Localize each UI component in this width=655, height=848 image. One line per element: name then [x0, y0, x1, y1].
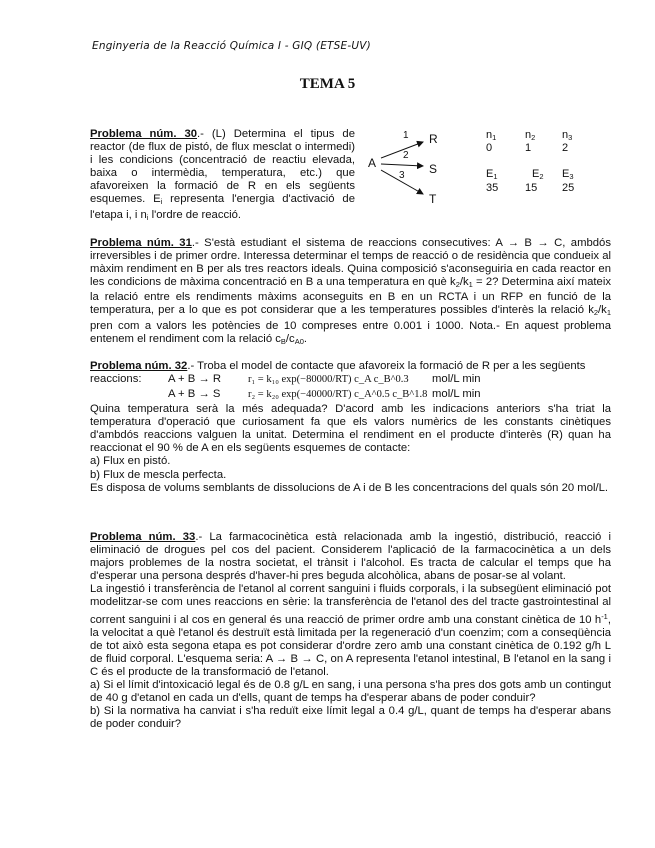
page-title: TEMA 5	[299, 76, 356, 92]
reaction-arrows	[365, 126, 455, 211]
reaction-1: A + B → R	[168, 373, 222, 386]
species-a: A	[368, 156, 377, 170]
e1-header: $E_1$	[486, 168, 498, 181]
species-s: S	[429, 162, 438, 176]
option-a: a) Flux en pistó.	[90, 455, 171, 468]
n2-value: 1	[525, 142, 532, 154]
step-1-label: 1	[403, 130, 409, 141]
question-a: a) Si el límit d'intoxicació legal és de 0.8 g/L en sang, i una persona s'ha pres dos gots amb un contingut de 40 g d'etanol en cada un d'ells, quant de temps ha d'esperar abans de poder conduir?	[90, 679, 611, 705]
e1-value: 35	[486, 182, 499, 194]
rate-unit-1: mol/L min	[432, 373, 481, 386]
species-t: T	[429, 192, 437, 206]
e3-value: 25	[562, 182, 575, 194]
n2-header: $n_2$	[525, 129, 536, 142]
arrow-a-to-r	[381, 142, 423, 158]
e3-header: $E_3$	[562, 168, 574, 181]
problem-31-heading: Problema núm. 31	[90, 237, 192, 249]
question-b: b) Si la normativa ha canviat i s'ha reduït eixe límit legal a 0.4 g/L, quant de temps ha d'esperar abans de poder conduir?	[90, 705, 611, 731]
n3-header: $n_3$	[562, 129, 573, 142]
rate-unit-2: mol/L min	[432, 388, 481, 401]
problem-30-heading: Problema núm. 30	[90, 128, 198, 140]
problem-32-body: Quina temperatura serà la més adequada? D'acord amb les indicacions anteriors s'ha triat la temperatura d'operació que curiosament fa que els valors numèrics de les constants cinètiques d'ambdós reaccions valguen la unitat. Determina el rendiment en el producte d'interès (R) quan ha reaccionat el 90 % de A en els següents esquemes de contacte:	[90, 403, 611, 455]
reaction-row-2	[90, 388, 611, 403]
option-b: b) Flux de mescla perfecta.	[90, 468, 227, 481]
step-3-label: 3	[399, 170, 405, 181]
problem-33: Problema núm. 33.- La farmacocinètica està relacionada amb la ingestió, distribució, reacció i eliminació de drogues pel cos del pacient. Considerem l'aplicació de la farmacocinètica a un dels majors problemes de la nostra societat, el trànsit i l'alcohol. Es tracta de calcular el temps que ha d'esperar una persona després d'haver-hi pres beguda alcohòlica, abans de posar-se al volant. La ingestió i transferència de l'etanol al corrent sanguini i fluids corporals, i la subsegüent eliminació pot modelitzar-se com unes reaccions en sèrie: la transferència de l'etanol des del tracte gastrointestinal al corrent sanguini i al cos en general és una reacció de primer ordre amb una constant cinètica de 10 $h^{-1}$, la velocitat a què l'etanol és destruït està limitada per la regeneració d'un coenzim; com a conseqüència de tot això esta segona etapa es pot considerar d'ordre zero amb una constant cinètica de 0.192 g/h L de fluid corporal. L'esquema seria: A → B → C, on A representa l'etanol intestinal, B l'etanol en la sang i C és el producte de la transformació de l'etanol. a) Si el límit d'intoxicació legal és de 0.8 g/L en sang, i una persona s'ha pres dos gots amb un contingut de 40 g d'etanol en cada un d'ells, quant de temps ha d'esperar abans de poder conduir? b) Si la normativa ha canviat i s'ha reduït eixe límit legal a 0.4 g/L, quant de temps ha d'esperar abans de poder conduir?	[90, 531, 611, 731]
n1-value: 0	[486, 142, 493, 154]
problem-33-body: La ingestió i transferència de l'etanol al corrent sanguini i fluids corporals, i la subsegüent eliminació pot modelitzar-se com unes reaccions en sèrie: la transferència de l'etanol des del tracte gastrointestinal al corrent sanguini i al cos en general és una reacció de primer ordre amb una constant cinètica de 10 h	[90, 583, 611, 626]
n3-value: 2	[562, 142, 569, 154]
problem-30: Problema núm. 30.- (L) Determina el tipus de reactor (de flux de pistó, de flux mesclat o intermedi) i les condicions (concentració de reactiu elevada, baixa o intermèdia, temperatura, etc.) que afavoreixen la formació de R en els següents esquemes. $E_i$ representa l'energia d'activació de l'etapa i, i $n_i$ l'ordre de reacció.	[90, 128, 355, 222]
problem-32: Problema núm. 32.- Troba el model de contacte que afavoreix la formació de R per a les següents reaccions: A + B → R r₁ = k₁₀ exp(−80000/RT) c_A c_B^0.3 mol/L min A + B → S r₂ = k₂₀ exp(−40000/RT) c_A^0.5 c_B^1.8 mol/L min Quina temperatura serà la més adequada? D'acord amb les indicacions anteriors s'ha triat la temperatura d'operació que curiosament fa que els valors numèrics de les constants cinètiques d'ambdós reaccions valguen la unitat. Determina el rendiment en el producte d'interès (R) quan ha reaccionat el 90 % de A en els següents esquemes de contacte: a) Flux en pistó. b) Flux de mescla perfecta. Es disposa de volums semblants de dissolucions de A i de B les concentracions del quals són 20 mol/L.	[90, 360, 611, 494]
problem-32-heading: Problema núm. 32	[90, 360, 188, 372]
e2-header: $E_2$	[532, 168, 544, 181]
n1-header: $n_1$	[486, 129, 497, 142]
step-2-label: 2	[403, 150, 409, 161]
species-r: R	[429, 132, 438, 146]
document-header: Enginyeria de la Reacció Química I - GIQ (ETSE-UV)	[92, 40, 371, 52]
rate-law-2: r₂ = k₂₀ exp(−40000/RT) c_A^0.5 c_B^1.8	[248, 389, 428, 401]
problem-33-heading: Problema núm. 33	[90, 531, 196, 543]
e2-value: 15	[525, 182, 538, 194]
problem-32-closing: Es disposa de volums semblants de dissolucions de A i de B les concentracions del quals són 20 mol/L.	[90, 481, 609, 494]
reaction-scheme	[365, 126, 455, 211]
problem-31: Problema núm. 31.- S'està estudiant el sistema de reaccions consecutives: A → B → C, ambdós irreversibles i de primer ordre. Interessa determinar el temps de reacció o de residència que condueix al màxim rendiment en B per als tres reactors ideals. Quina composició s'aconseguiria en cada reactor en les condicions de màxima concentració en B a una temperatura en què $k_2/k_1 = 2$? Determina així mateix la relació entre els rendiments màxims aconseguits en B en un RCTA i un RFP en funció de la temperatura, per a lo que es pot considerar que a les temperatures possibles d'interès la relació $k_2/k_1$ pren com a valors les potències de 10 compreses entre 0.001 i 1000. Nota.- En aquest problema entenem el rendiment com la relació $c_B/c_{A0}$.	[90, 237, 611, 346]
reactions-label: reaccions:	[90, 373, 142, 386]
arrow-a-to-s	[381, 164, 423, 166]
reaction-2: A + B → S	[168, 388, 221, 401]
reaction-row-1	[90, 373, 611, 388]
rate-law-1: r₁ = k₁₀ exp(−80000/RT) c_A c_B^0.3	[248, 374, 409, 386]
problem-30-text-a: .- (L) Determina el tipus de reactor (de flux de pistó, de flux mesclat o intermedi) i les condicions (concentració de reactiu elevada, baixa o intermèdia, temperatura, etc.) que afavoreixen la formació de R en els següents esquemes. E	[90, 128, 355, 206]
